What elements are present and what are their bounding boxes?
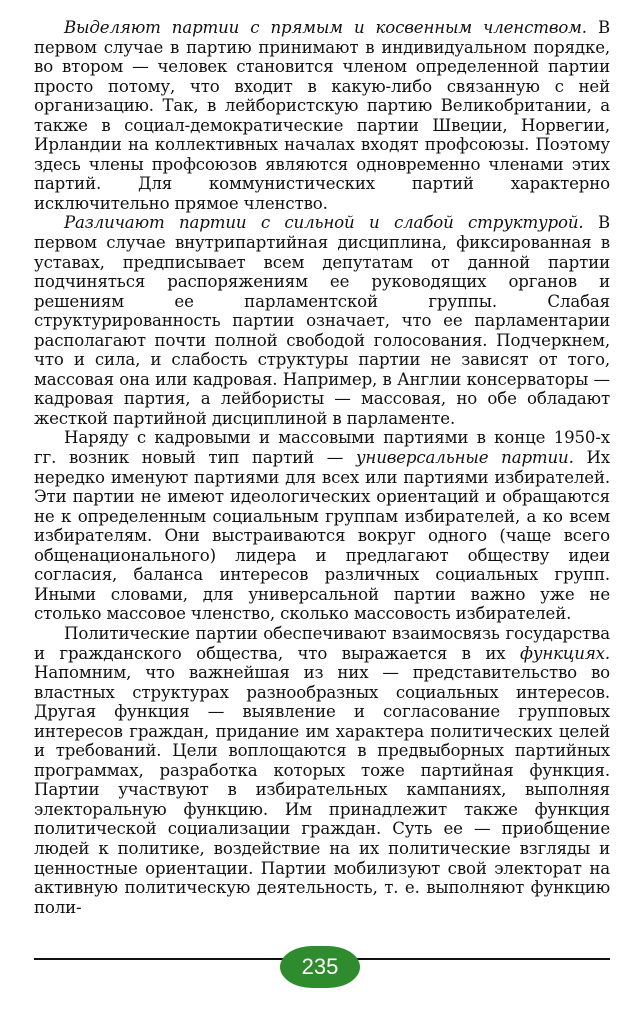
paragraph-membership: [34, 18, 610, 213]
paragraph-text: В первом случае внутрипартийная дисциплина, фиксированная в уставах, предписывает всем депутатам от данной партии подчиняться распоряжениям ее руководящих органов и решениям ее парламентской группы. Слабая структурированность партии означает, что ее парламентарии располагают почти полной свободой голосования. Подчеркнем, что и сила, и слабость структуры партии не зависят от того, массовая она или кадровая. Например, в Англии консерваторы — кадровая партия, а лейбористы — массовая, но обе обладают жесткой партийной дисциплиной в парламенте.: [34, 213, 610, 428]
page-number-badge: [280, 946, 360, 988]
paragraph-term: функциях.: [520, 643, 610, 663]
page-body: [34, 18, 610, 917]
paragraph-lead: Выделяют партии с прямым и косвенным членством.: [64, 18, 587, 37]
paragraph-text: Их нередко именуют партиями для всех или партиями избирателей. Эти партии не имеют идеологических ориентаций и обращаются не к определенным социальным группам избирателей, а ко всем избирателям. Они выстраиваются вокруг одного (чаще всего общенационального) лидера и предлагают обществу идеи согласия, баланса интересов различных социальных групп. Иными словами, для универсальной партии важно уже не столько массовое членство, сколько массовость избирателей.: [34, 448, 610, 624]
paragraph-text: Наряду с кадровыми и массовыми партиями в конце 1950-х гг. возник новый тип партий —: [34, 428, 610, 468]
paragraph-lead: Различают партии с сильной и слабой структурой.: [64, 213, 584, 233]
paragraph-text: В первом случае в партию принимают в индивидуальном порядке, во втором — человек становится членом определенной партии просто потому, что входит в какую-либо связанную с ней организацию. Так, в лейбористскую партию Великобритании, а также в социал-демократические партии Швеции, Норвегии, Ирландии на коллективных началах входят профсоюзы. Поэтому здесь члены профсоюзов являются одновременно членами этих партий. Для коммунистических партий характерно исключительно прямое членство.: [34, 18, 611, 213]
paragraph-text: Напомним, что важнейшая из них — представительство во властных структурах разнообразных социальных интересов. Другая функция — выявление и согласование групповых интересов граждан, придание им характера политических целей и требований. Цели воплощаются в предвыборных партийных программах, разработка которых тоже партийная функция. Партии участвуют в избирательных кампаниях, выполняя электоральную функцию. Им принадлежит также функция политической социализации граждан. Суть ее — приобщение людей к политике, воздействие на их политические взгляды и ценностные ориентации. Партии мобилизуют свой электорат на активную политическую деятельность, т. е. выполняют функцию поли-: [34, 663, 610, 917]
paragraph-universal-parties: [34, 428, 610, 623]
paragraph-text: Политические партии обеспечивают взаимосвязь государства и гражданского общества, что выражается в их: [34, 623, 610, 663]
page-number: 235: [301, 954, 339, 979]
paragraph-term: универсальные партии.: [355, 448, 574, 468]
paragraph-functions: [34, 624, 610, 917]
paragraph-structure: [34, 213, 610, 428]
